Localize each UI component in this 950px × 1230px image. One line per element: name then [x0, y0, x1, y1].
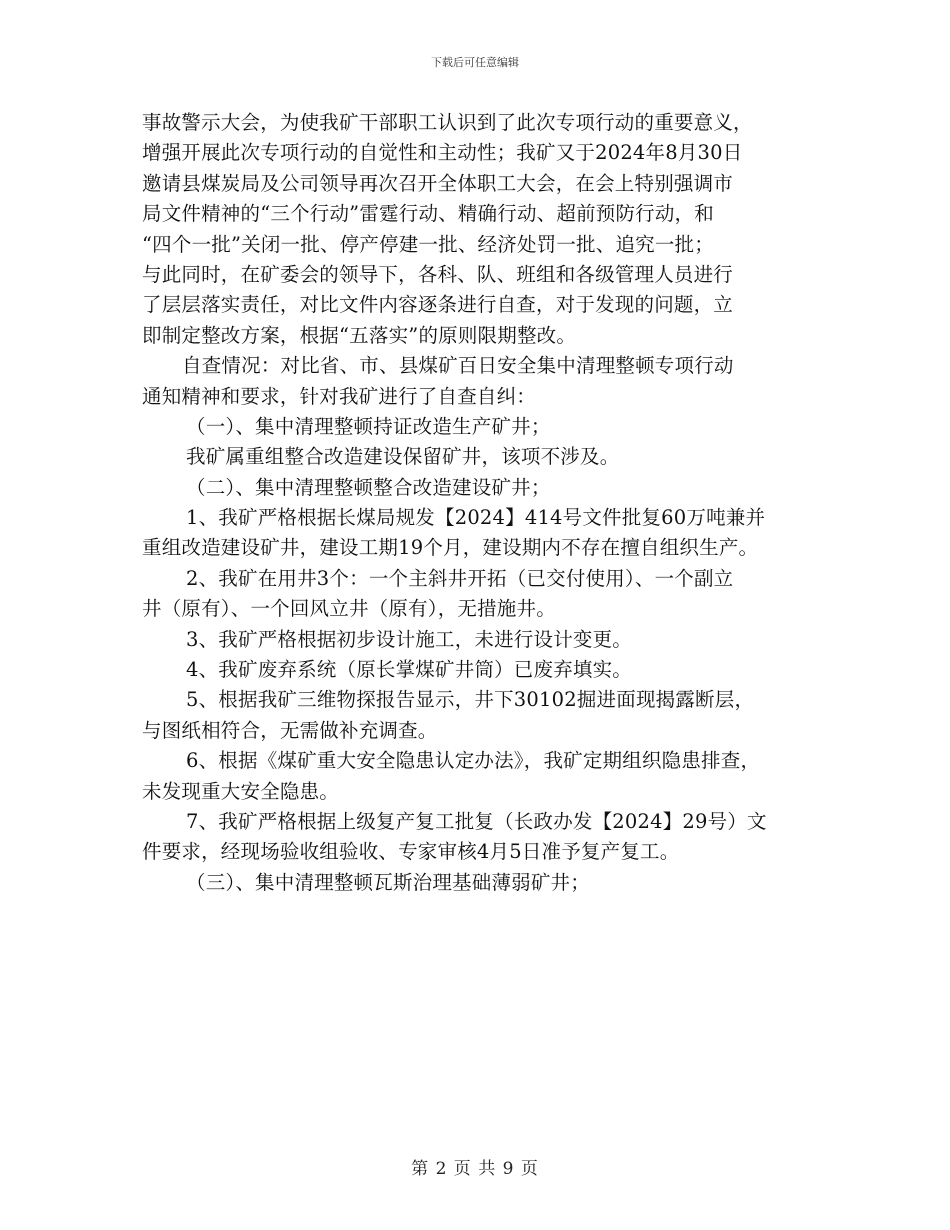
text-line: 局文件精神的“三个行动”雷霆行动、精确行动、超前预防行动，和	[142, 202, 714, 226]
text-line: 7、我矿严格根据上级复产复工批复（长政办发【2024】29号）文	[186, 809, 767, 833]
document-body	[142, 108, 822, 898]
text-line: 1、我矿严格根据长煤局规发【2024】414号文件批复60万吨兼并	[186, 506, 766, 530]
text-line: （三）、集中清理整顿瓦斯治理基础薄弱矿井；	[186, 870, 590, 894]
text-line: 即制定整改方案，根据“五落实”的原则限期整改。	[142, 323, 577, 347]
text-line: 自查情况：对比省、市、县煤矿百日安全集中清理整顿专项行动	[182, 354, 734, 378]
page-header: 下载后可任意编辑	[431, 56, 519, 69]
text-line: 4、我矿废弃系统（原长掌煤矿井筒）已废弃填实。	[186, 658, 633, 682]
text-line: 2、我矿在用井3个：一个主斜井开拓（已交付使用）、一个副立	[186, 566, 734, 590]
text-line: 与图纸相符合，无需做补充调查。	[142, 718, 438, 742]
text-line: 增强开展此次专项行动的自觉性和主动性；我矿又于2024年8月30日	[142, 141, 743, 165]
text-line: 5、根据我矿三维物探报告显示，井下30102掘进面现揭露断层，	[186, 688, 755, 712]
page-number-footer: 第 2 页 共 9 页	[411, 1159, 539, 1179]
text-line: 6、根据《煤矿重大安全隐患认定办法》，我矿定期组织隐患排查，	[186, 749, 761, 773]
text-line: （二）、集中清理整顿整合改造建设矿井；	[186, 475, 551, 499]
text-line: 件要求，经现场验收组验收、专家审核4月5日准予复产复工。	[142, 840, 680, 864]
text-line: 3、我矿严格根据初步设计施工，未进行设计变更。	[186, 627, 633, 651]
text-line: （一）、集中清理整顿持证改造生产矿井；	[186, 414, 551, 438]
text-line: 重组改造建设矿井，建设工期19个月，建设期内不存在擅自组织生产。	[142, 536, 759, 560]
text-line: 事故警示大会，为使我矿干部职工认识到了此次专项行动的重要意义，	[142, 111, 753, 134]
text-line: 与此同时，在矿委会的领导下，各科、队、班组和各级管理人员进行	[142, 262, 734, 286]
text-line: 了层层落实责任，对比文件内容逐条进行自查，对于发现的问题，立	[142, 293, 734, 317]
text-line: “四个一批”关闭一批、停产停建一批、经济处罚一批、追究一批；	[142, 232, 714, 256]
text-line: 井（原有）、一个回风立井（原有），无措施井。	[142, 597, 556, 621]
text-line: 通知精神和要求，针对我矿进行了自查自纠：	[142, 384, 537, 408]
text-line: 我矿属重组整合改造建设保留矿井，该项不涉及。	[186, 445, 620, 469]
text-line: 未发现重大安全隐患。	[142, 779, 340, 803]
text-line: 邀请县煤炭局及公司领导再次召开全体职工大会，在会上特别强调市	[142, 171, 734, 195]
